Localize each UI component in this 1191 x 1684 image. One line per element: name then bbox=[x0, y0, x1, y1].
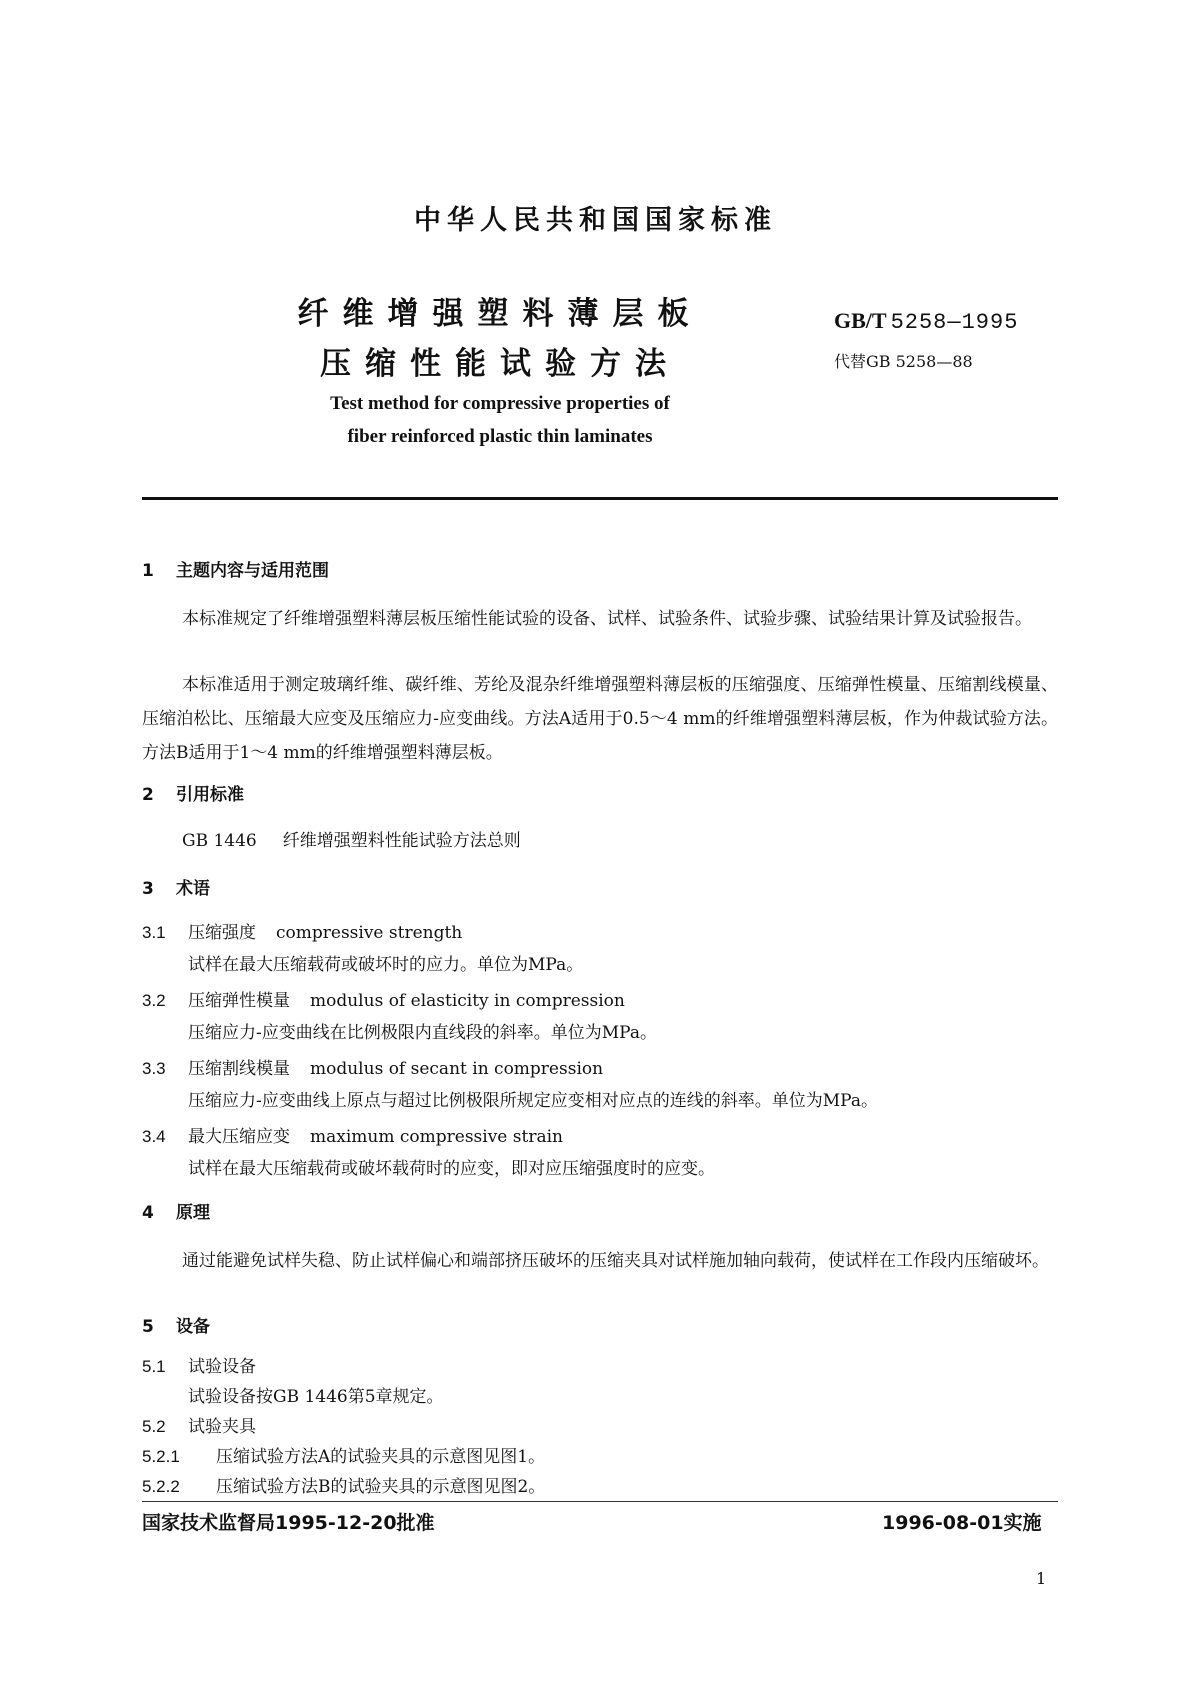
approval-statement: 国家技术监督局1995-12-20批准 bbox=[142, 1512, 435, 1534]
section-4-heading bbox=[142, 1198, 210, 1223]
term-zh: 压缩割线模量 bbox=[188, 1059, 290, 1079]
term-3-1 bbox=[142, 918, 462, 943]
section-title: 术语 bbox=[176, 879, 210, 899]
term-3-2-definition: 压缩应力-应变曲线在比例极限内直线段的斜率。单位为MPa。 bbox=[188, 1023, 657, 1043]
implementation-date: 1996-08-01实施 bbox=[882, 1512, 1042, 1534]
subsection-text: 压缩试验方法A的试验夹具的示意图见图1。 bbox=[216, 1447, 546, 1467]
national-standard-heading: 中华人民共和国国家标准 bbox=[414, 205, 777, 236]
subsection-5-1-text: 试验设备按GB 1446第5章规定。 bbox=[188, 1387, 444, 1407]
term-3-3-definition: 压缩应力-应变曲线上原点与超过比例极限所规定应变相对应点的连线的斜率。单位为MPa。 bbox=[188, 1091, 878, 1111]
section-number: 3 bbox=[142, 879, 154, 899]
section-1-paragraph-2: 本标准适用于测定玻璃纤维、碳纤维、芳纶及混杂纤维增强塑料薄层板的压缩强度、压缩弹性模量、压缩割线模量、压缩泊松比、压缩最大应变及压缩应力-应变曲线。方法A适用于0.5～4 mm的纤维增强塑料薄层板，作为仲裁试验方法。方法B适用于1～4 mm的纤维增强塑料薄层板。 bbox=[142, 675, 1058, 763]
section-2-heading bbox=[142, 780, 244, 805]
standard-code bbox=[834, 308, 1018, 335]
standard-code-prefix: GB/T bbox=[834, 308, 887, 333]
section-3-heading bbox=[142, 874, 210, 899]
document-title-line1: 纤维增强塑料薄层板 bbox=[297, 296, 703, 332]
term-3-1-definition: 试样在最大压缩载荷或破坏时的应力。单位为MPa。 bbox=[188, 955, 584, 975]
section-title: 引用标准 bbox=[176, 785, 244, 805]
subsection-title: 试验夹具 bbox=[188, 1417, 256, 1437]
term-3-4-definition: 试样在最大压缩载荷或破坏载荷时的应变，即对应压缩强度时的应变。 bbox=[188, 1159, 715, 1179]
subsection-number: 5.2.2 bbox=[142, 1477, 180, 1496]
section-number: 5 bbox=[142, 1317, 154, 1337]
term-en: modulus of elasticity in compression bbox=[310, 991, 625, 1011]
term-zh: 压缩强度 bbox=[188, 923, 256, 943]
section-1-paragraph-1: 本标准规定了纤维增强塑料薄层板压缩性能试验的设备、试样、试验条件、试验步骤、试验结果计算及试验报告。 bbox=[182, 609, 1032, 629]
section-title: 原理 bbox=[176, 1203, 210, 1223]
subsection-title: 试验设备 bbox=[188, 1357, 256, 1377]
subsection-text: 压缩试验方法B的试验夹具的示意图见图2。 bbox=[216, 1477, 546, 1497]
reference-standard bbox=[182, 826, 521, 851]
section-number: 4 bbox=[142, 1203, 154, 1223]
section-4-paragraph: 通过能避免试样失稳、防止试样偏心和端部挤压破坏的压缩夹具对试样施加轴向载荷，使试样在工作段内压缩破坏。 bbox=[182, 1251, 1049, 1271]
header-divider bbox=[142, 497, 1058, 500]
section-number: 2 bbox=[142, 785, 154, 805]
section-5-heading bbox=[142, 1312, 210, 1337]
term-zh: 压缩弹性模量 bbox=[188, 991, 290, 1011]
section-1-heading bbox=[142, 556, 329, 581]
section-title: 主题内容与适用范围 bbox=[176, 561, 329, 581]
english-title-line2: fiber reinforced plastic thin laminates bbox=[347, 426, 653, 447]
reference-code: GB 1446 bbox=[182, 831, 257, 851]
section-title: 设备 bbox=[176, 1317, 210, 1337]
reference-title: 纤维增强塑料性能试验方法总则 bbox=[282, 831, 521, 851]
footer-divider bbox=[142, 1501, 1058, 1502]
subsection-number: 5.2.1 bbox=[142, 1447, 180, 1466]
english-title-line1: Test method for compressive properties of bbox=[330, 393, 670, 414]
term-number: 3.2 bbox=[142, 991, 166, 1010]
term-zh: 最大压缩应变 bbox=[188, 1127, 290, 1147]
section-number: 1 bbox=[142, 561, 154, 581]
term-en: compressive strength bbox=[276, 923, 463, 943]
term-3-3 bbox=[142, 1054, 603, 1079]
term-number: 3.1 bbox=[142, 923, 166, 942]
term-3-2 bbox=[142, 986, 625, 1011]
term-3-4 bbox=[142, 1122, 563, 1147]
term-number: 3.3 bbox=[142, 1059, 166, 1078]
term-en: modulus of secant in compression bbox=[310, 1059, 604, 1079]
page-number: 1 bbox=[1036, 1569, 1047, 1588]
term-en: maximum compressive strain bbox=[310, 1127, 563, 1147]
subsection-5-2 bbox=[142, 1412, 256, 1437]
subsection-5-1 bbox=[142, 1352, 256, 1377]
subsection-number: 5.2 bbox=[142, 1417, 166, 1436]
standard-code-number: 5258—1995 bbox=[890, 310, 1019, 335]
replaces-standard: 代替GB 5258—88 bbox=[834, 352, 973, 371]
document-title-line2: 压缩性能试验方法 bbox=[320, 346, 680, 382]
term-number: 3.4 bbox=[142, 1127, 166, 1146]
subsection-number: 5.1 bbox=[142, 1357, 166, 1376]
subsection-5-2-2 bbox=[142, 1472, 545, 1497]
subsection-5-2-1 bbox=[142, 1442, 545, 1467]
